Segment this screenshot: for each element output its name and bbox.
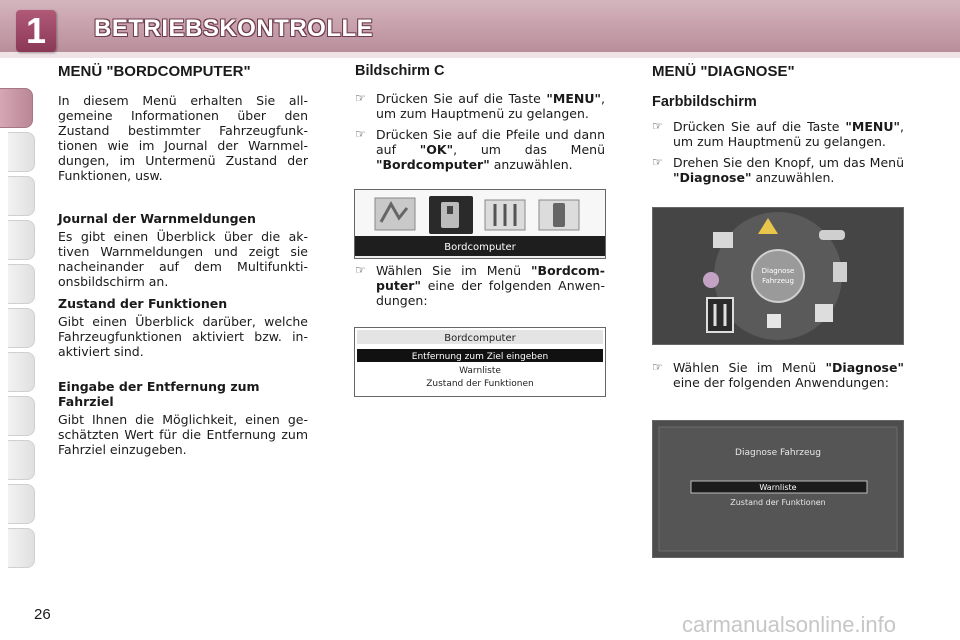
subsection-title: Eingabe der Entfernung zum Fahrziel: [58, 379, 260, 409]
chapter-tab[interactable]: [8, 484, 35, 524]
submenu-title: Bordcomputer: [444, 333, 516, 344]
rotary-center-label: Diagnose: [761, 267, 795, 275]
instruction-item: ☞ Drücken Sie auf die Taste "MENU", um zum Hauptmenü zu gelangen.: [652, 119, 904, 149]
chapter-tab-active[interactable]: [0, 88, 33, 128]
column-bordcomputer: [58, 64, 308, 457]
diagnose-submenu-item[interactable]: Zustand der Funktionen: [730, 498, 826, 507]
color-screen-menu-graphic: [653, 208, 903, 344]
pointing-hand-icon: ☞: [355, 91, 366, 105]
subsection-text: Es gibt einen Überblick über die aktiven Warnmeldungen und zeigt sie nacheinander auf dem Multifunktionsbildschirm an.: [58, 229, 308, 289]
color-screen-menu-image: [652, 207, 904, 345]
subsection-title: Zustand der Funktionen: [58, 296, 228, 311]
instruction-item: ☞ Drücken Sie auf die Taste "MENU", um zum Hauptmenü zu gelangen.: [355, 91, 605, 121]
instruction-item: ☞ Drücken Sie auf die Pfeile und dann auf "OK", um das Menü "Bordcomputer" anzuwählen.: [355, 127, 605, 172]
screen-c-selected-label: Bordcomputer: [444, 242, 516, 253]
chapter-tabs: [0, 60, 40, 580]
submenu-item[interactable]: Warnliste: [459, 366, 501, 376]
pointing-hand-icon: ☞: [355, 127, 366, 141]
chapter-number-badge: 1: [16, 10, 56, 52]
subsection-title: Journal der Warnmeldungen: [58, 211, 256, 226]
column-diagnose: [652, 64, 904, 191]
chapter-tab[interactable]: [8, 176, 35, 216]
instruction-item: ☞ Drehen Sie den Knopf, um das Menü "Diagnose" anzuwählen.: [652, 155, 904, 185]
chapter-tab[interactable]: [8, 308, 35, 348]
watermark: carmanualsonline.info: [682, 612, 897, 637]
pointing-hand-icon: ☞: [652, 119, 663, 133]
column-diagnose-cont: [652, 360, 904, 396]
chapter-tab[interactable]: [8, 132, 35, 172]
pointing-hand-icon: ☞: [652, 360, 663, 374]
submenu-item[interactable]: Zustand der Funktionen: [426, 379, 534, 389]
instruction-item: ☞ Wählen Sie im Menü "Diagnose" eine der folgenden Anwendungen:: [652, 360, 904, 390]
section-title: MENÜ "DIAGNOSE": [652, 63, 795, 80]
intro-text: In diesem Menü erhalten Sie allgemeine Informationen über den Zustand bestimmter Fahrzeugfunktionen wie im Journal der Warnmeldungen, im Untermenü Zustand der Funktionen, usw.: [58, 93, 308, 183]
chapter-tab[interactable]: [8, 220, 35, 260]
color-screen-submenu-graphic: [653, 421, 903, 557]
column-bildschirm-c-cont: [355, 263, 605, 314]
column-bildschirm-c: [355, 64, 605, 178]
screen-c-submenu-image: [354, 327, 606, 397]
subsection-title: Farbbildschirm: [652, 94, 757, 110]
subsection-text: Gibt Ihnen die Möglichkeit, einen geschätzten Wert für die Entfernung zum Fahrziel einzugeben.: [58, 412, 308, 457]
screen-c-submenu-graphic: [355, 328, 605, 396]
pointing-hand-icon: ☞: [652, 155, 663, 169]
header-divider: [0, 52, 960, 58]
instruction-item: ☞ Wählen Sie im Menü "Bordcomputer" eine der folgenden Anwendungen:: [355, 263, 605, 308]
chapter-tab[interactable]: [8, 440, 35, 480]
color-screen-submenu-image: [652, 420, 904, 558]
subsection-text: Gibt einen Überblick darüber, welche Fahrzeugfunktionen aktiviert bzw. inaktiviert sind.: [58, 314, 308, 359]
submenu-item[interactable]: Entfernung zum Ziel eingeben: [411, 352, 549, 362]
page-number: 26: [34, 606, 51, 623]
section-title: MENÜ "BORDCOMPUTER": [58, 63, 251, 80]
section-title: Bildschirm C: [355, 63, 445, 79]
pointing-hand-icon: ☞: [355, 263, 366, 277]
rotary-center-label: Fahrzeug: [762, 277, 794, 285]
diagnose-submenu-item[interactable]: Warnliste: [759, 483, 797, 492]
chapter-tab[interactable]: [8, 352, 35, 392]
diagnose-submenu-title: Diagnose Fahrzeug: [735, 448, 821, 458]
chapter-tab[interactable]: [8, 264, 35, 304]
page-title: BETRIEBSKONTROLLE: [94, 15, 374, 42]
chapter-tab[interactable]: [8, 396, 35, 436]
screen-c-menu-image: [354, 189, 606, 259]
chapter-tab[interactable]: [8, 528, 35, 568]
screen-c-menu-graphic: [355, 190, 605, 258]
